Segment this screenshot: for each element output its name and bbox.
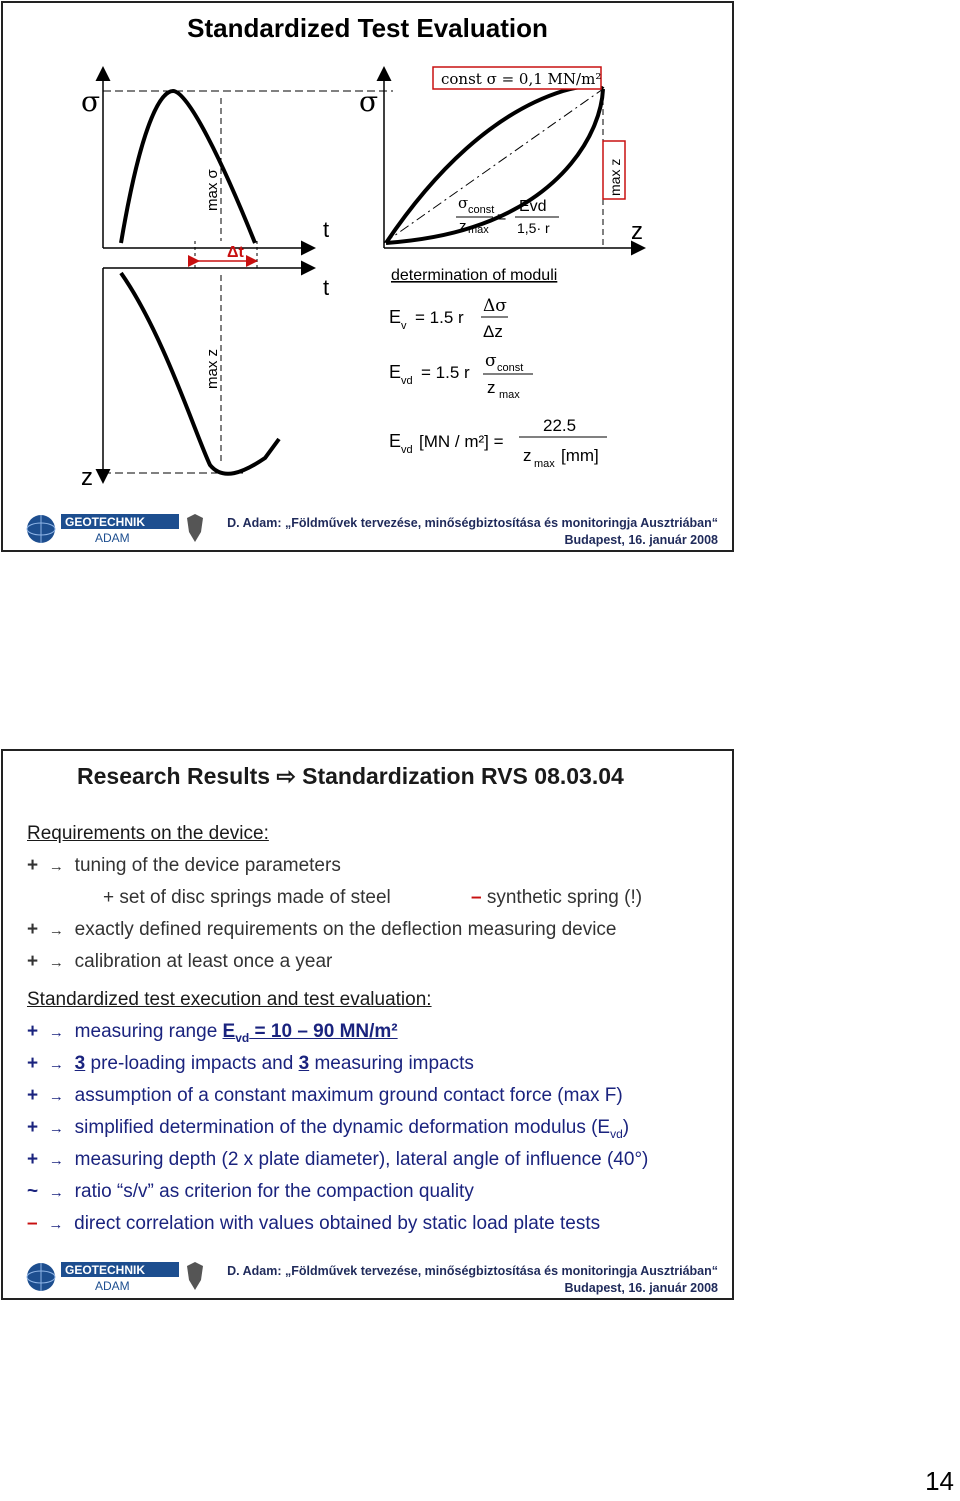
const-sigma-label: const σ = 0,1 MN/m² — [441, 70, 602, 88]
arrow-right-icon: → — [48, 954, 64, 971]
evd-num: σ — [485, 351, 497, 371]
formula-sub-const: const — [468, 204, 495, 216]
t-label-top: t — [323, 217, 330, 242]
standardized-header: Standardized test execution and test evaluation: — [27, 989, 432, 1010]
req-item-calibration — [27, 951, 332, 973]
moduli-title: determination of moduli — [391, 267, 558, 284]
sub-item-synthetic-text: synthetic spring (!) — [486, 887, 643, 908]
arrow-right-icon: → — [48, 1120, 64, 1137]
item-depth — [27, 1149, 648, 1171]
evd-den-sub: max — [499, 389, 520, 401]
logo-line2: ADAM — [95, 531, 130, 545]
title-right: Standardization RVS 08.03.04 — [302, 763, 624, 789]
slide-footer — [3, 1250, 732, 1298]
displacement-curve — [121, 273, 279, 474]
req-item-text: calibration at least once a year — [74, 951, 333, 972]
hollow-arrow-icon: ⇨ — [276, 763, 296, 789]
arrow-right-icon: → — [48, 1056, 64, 1073]
minus-sign: – — [471, 887, 482, 908]
item-ratio — [27, 1181, 474, 1203]
assumption-text: assumption of a constant maximum ground contact force (max F) — [74, 1085, 623, 1106]
max-sigma-label: max σ — [204, 169, 221, 211]
minus-sign: – — [27, 1213, 38, 1234]
range-value — [222, 1021, 398, 1045]
evd-E: E — [389, 362, 402, 382]
impacts-text-1: pre-loading impacts and — [85, 1053, 299, 1074]
req-item-deflection — [27, 919, 617, 941]
delta-t-label: Δt — [227, 244, 244, 261]
footer-date: Budapest, 16. január 2008 — [564, 1281, 718, 1295]
logo-line1: GEOTECHNIK — [65, 515, 146, 529]
formula-evd: Evd — [519, 198, 547, 215]
arrow-right-icon: → — [48, 1184, 64, 1201]
ev-sub: v — [401, 320, 407, 332]
evd3-num: 22.5 — [543, 416, 577, 435]
requirements-header: Requirements on the device: — [27, 823, 269, 844]
plus-sign: + — [27, 1149, 39, 1170]
z-label-bottom: z — [81, 464, 93, 491]
req-item-text: exactly defined requirements on the deflection measuring device — [74, 919, 617, 940]
title-left: Research Results — [77, 763, 271, 789]
footer-author: D. Adam: „Földművek tervezése, minőségbiztosítása és monitoringja Ausztriában“ — [227, 516, 718, 530]
page-number: 14 — [925, 1466, 954, 1496]
slide-standardized-test-evaluation — [1, 1, 734, 552]
tilde-sign: ~ — [27, 1181, 39, 1202]
z-label-right: z — [631, 218, 643, 245]
req-item-text: tuning of the device parameters — [74, 855, 341, 876]
item-measuring-range — [27, 1021, 398, 1045]
req-item-tuning — [27, 855, 341, 877]
simplified-end: ) — [622, 1117, 630, 1138]
range-e: E — [222, 1021, 236, 1042]
arrow-right-icon: → — [48, 922, 64, 939]
sigma-label: σ — [81, 85, 101, 118]
evd-den: z — [487, 378, 496, 397]
geotechnik-adam-logo — [25, 512, 205, 546]
ev-E: E — [389, 307, 402, 327]
evd3-den-sub: max — [534, 458, 555, 470]
item-assumption — [27, 1085, 623, 1107]
eagle-crest-icon — [187, 514, 203, 542]
arrow-right-icon: → — [48, 1024, 64, 1041]
impacts-text-2: measuring impacts — [309, 1053, 474, 1074]
eagle-crest-icon — [187, 1262, 203, 1290]
item-direct — [27, 1213, 600, 1235]
formula-sigma: σ — [458, 194, 469, 212]
sub-item-disc-springs: + set of disc springs made of steel — [103, 887, 391, 908]
impacts-count-2: 3 — [298, 1053, 310, 1074]
logo-line2: ADAM — [95, 1279, 130, 1293]
formula-z: z — [459, 218, 467, 235]
slide-footer — [3, 502, 732, 550]
t-label-bottom: t — [323, 275, 330, 300]
evd3-E: E — [389, 431, 402, 451]
max-z-label-right: max z — [607, 158, 623, 196]
plus-sign: + — [27, 1085, 39, 1106]
plus-sign: + — [27, 919, 39, 940]
formula-sub-max: max — [468, 224, 489, 236]
slide-title — [77, 763, 624, 790]
max-z-label-left: max z — [204, 348, 221, 389]
range-text: measuring range — [74, 1021, 218, 1042]
evd3-den-z: z — [523, 446, 532, 465]
arrow-right-icon: → — [48, 858, 64, 875]
plus-sign: + — [27, 1021, 39, 1042]
logo-line1: GEOTECHNIK — [65, 1263, 146, 1277]
depth-text: measuring depth (2 x plate diameter), lateral angle of influence (40°) — [74, 1149, 649, 1170]
load-pulse-curve — [121, 91, 255, 243]
ev-num: Δσ — [483, 296, 507, 316]
ev-den: Δz — [483, 322, 503, 341]
impacts-count-1: 3 — [74, 1053, 86, 1074]
slide-research-results — [1, 749, 734, 1300]
plus-sign: + — [27, 1117, 39, 1138]
plus-sign: + — [27, 1053, 39, 1074]
plus-sign: + — [27, 951, 39, 972]
geotechnik-adam-logo — [25, 1260, 205, 1294]
sub-item-synthetic — [471, 887, 642, 909]
item-simplified — [27, 1117, 629, 1141]
test-evaluation-diagram — [3, 3, 732, 503]
arrow-right-icon: → — [48, 1216, 64, 1233]
evd3-unit: [MN / m²] = — [419, 432, 504, 451]
simplified-text: simplified determination of the dynamic deformation modulus (E — [74, 1117, 611, 1138]
footer-author: D. Adam: „Földművek tervezése, minőségbiztosítása és monitoringja Ausztriában“ — [227, 1264, 718, 1278]
plus-sign: + — [27, 855, 39, 876]
evd-sub: vd — [401, 375, 413, 387]
footer-date: Budapest, 16. január 2008 — [564, 533, 718, 547]
ratio-text: ratio “s/v” as criterion for the compaction quality — [74, 1181, 474, 1202]
slide-title: Standardized Test Evaluation — [187, 13, 548, 43]
simplified-sub: vd — [610, 1126, 623, 1141]
formula-equals: = — [497, 209, 507, 226]
evd-rhs: = 1.5 r — [421, 363, 470, 382]
formula-denom: 1,5· r — [517, 220, 550, 236]
sigma-label-right: σ — [359, 85, 379, 118]
range-sub: vd — [235, 1030, 250, 1045]
evd3-sub: vd — [401, 444, 413, 456]
item-impacts — [27, 1053, 474, 1075]
ev-rhs: = 1.5 r — [415, 308, 464, 327]
arrow-right-icon: → — [48, 1088, 64, 1105]
direct-text: direct correlation with values obtained by static load plate tests — [74, 1213, 601, 1234]
range-rest: = 10 – 90 MN/m² — [249, 1021, 398, 1042]
evd3-den-unit: [mm] — [561, 446, 599, 465]
arrow-right-icon: → — [48, 1152, 64, 1169]
evd-num-sub: const — [497, 362, 524, 374]
